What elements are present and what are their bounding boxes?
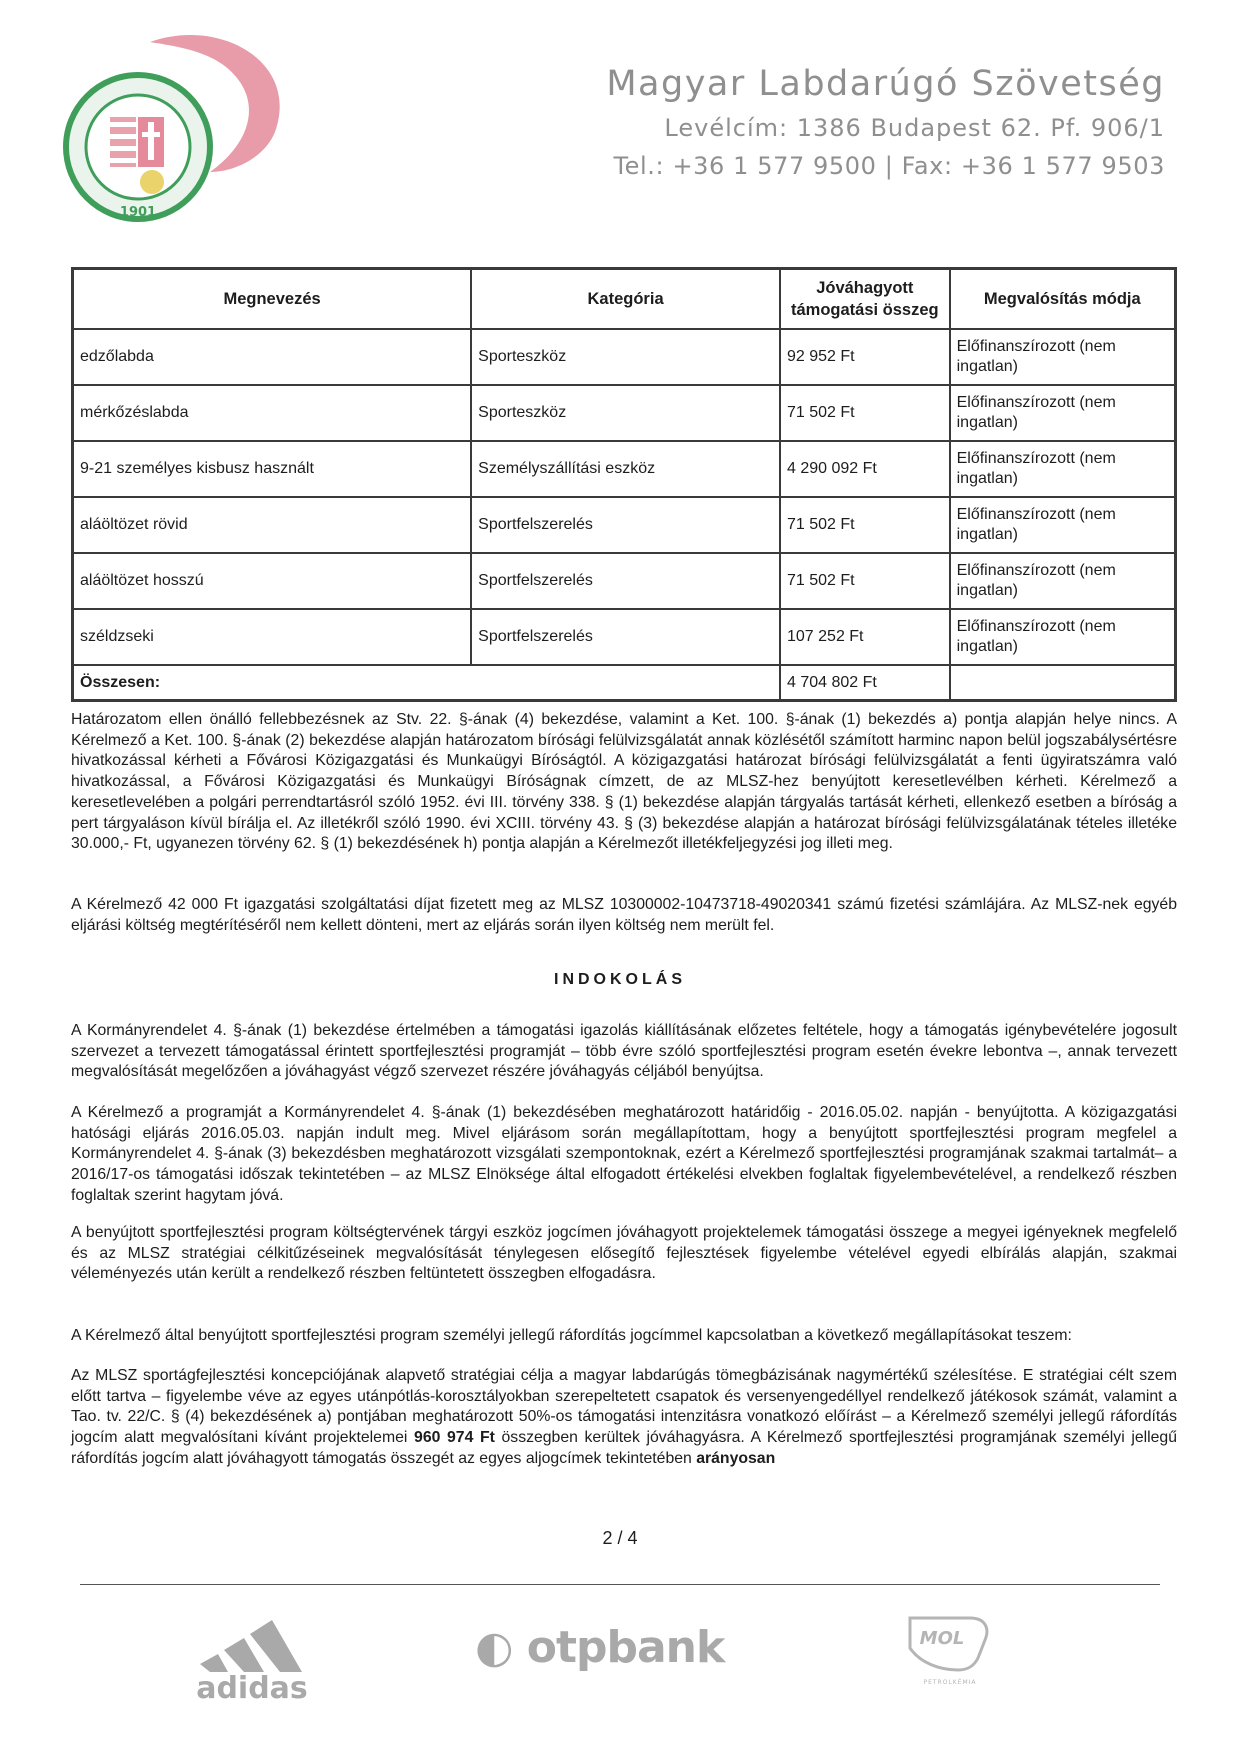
- cell-amount: 71 502 Ft: [780, 385, 950, 441]
- otpbank-wordmark: otpbank: [526, 1622, 725, 1673]
- cell-category: Személyszállítási eszköz: [471, 441, 780, 497]
- cell-category: Sporteszköz: [471, 329, 780, 385]
- reasoning-paragraph-1: A Kormányrendelet 4. §-ának (1) bekezdése értelmében a támogatási igazolás kiállításának előzetes feltétele, hogy a támogatás igénybevételére jogosult szervezet a tervezett támogatással érintett sportfejlesztési programját – több évre szóló sportfejlesztési program esetén évekre lebontva –, annak tervezett megvalósítását megelőzően a jóváhagyást végző szervezet részére jóváhagyás céljából benyújtsa.: [71, 1022, 1177, 1081]
- page-number: 2 / 4: [602, 1528, 638, 1548]
- footer-divider: [80, 1584, 1160, 1585]
- reasoning-paragraph-5: [71, 1366, 1177, 1470]
- reasoning-paragraph-2: A Kérelmező a programját a Kormányrendelet 4. §-ának (1) bekezdésében meghatározott határidőig - 2016.05.02. napján - benyújtotta. A közigazgatási hatósági eljárás 2016.05.03. napján indult meg. Mivel eljárásom során megállapítottam, hogy a benyújtott sportfejlesztési program megfelel a Kormányrendelet 4. §-ának (3) bekezdésben meghatározott vizsgálati szempontoknak, ezért a Kérelmező sportfejlesztési programjának szakmai tartalmát– a 2016/17-os támogatási időszak tekintetében – az MLSZ Elnöksége által elfogadott értékelési elvekben foglaltak figyelembevételével, a rendelkező részben foglaltak szerint hagytam jóvá.: [71, 1104, 1177, 1204]
- total-amount: 4 704 802 Ft: [780, 665, 950, 700]
- cell-mode: Előfinanszírozott (nem ingatlan): [950, 553, 1175, 609]
- table-row: [73, 609, 1175, 665]
- approved-amount: 960 974 Ft: [414, 1429, 495, 1447]
- cell-amount: 71 502 Ft: [780, 497, 950, 553]
- reasoning-paragraph-4: A Kérelmező által benyújtott sportfejlesztési program személyi jellegű ráfordítás jogcímmel kapcsolatban a következő megállapításokat teszem:: [71, 1327, 1072, 1344]
- mlsz-logo: [60, 22, 300, 232]
- adidas-logo: [190, 1612, 320, 1702]
- paragraph-text: összegben kerültek jóváhagyásra. A Kérelmező sportfejlesztési programjának személyi jellegű ráfordítás jogcím alatt jóváhagyott támogatás összegét az egyes aljogcímek tekintetében: [71, 1429, 1177, 1467]
- column-header-name: Megnevezés: [73, 269, 471, 329]
- cell-name: edzőlabda: [73, 329, 471, 385]
- cell-name: széldzseki: [73, 609, 471, 665]
- cell-mode: Előfinanszírozott (nem ingatlan): [950, 329, 1175, 385]
- total-empty-cell: [950, 665, 1175, 700]
- column-header-mode: Megvalósítás módja: [950, 269, 1175, 329]
- mol-subtitle: PETROLKÉMIA: [923, 1679, 977, 1686]
- cell-amount: 92 952 Ft: [780, 329, 950, 385]
- cell-name: 9-21 személyes kisbusz használt: [73, 441, 471, 497]
- column-header-category: Kategória: [471, 269, 780, 329]
- otp-swirl-icon: ◐: [475, 1622, 513, 1673]
- cell-mode: Előfinanszírozott (nem ingatlan): [950, 497, 1175, 553]
- postal-address: Levélcím: 1386 Budapest 62. Pf. 906/1: [664, 114, 1165, 142]
- table-row: [73, 329, 1175, 385]
- letterhead: [606, 64, 1165, 180]
- cell-amount: 71 502 Ft: [780, 553, 950, 609]
- cell-mode: Előfinanszírozott (nem ingatlan): [950, 441, 1175, 497]
- table-row: [73, 497, 1175, 553]
- cell-mode: Előfinanszírozott (nem ingatlan): [950, 385, 1175, 441]
- paragraph-text: Az MLSZ sportágfejlesztési koncepciójának alapvető stratégiai célja a magyar labdarúgás tömegbázisának nagymértékű szélesítése. E stratégiai célt szem előtt tartva – figyelembe véve az egyes utánpótlás-korosztályokban szerepeltetett csapatok és versenyengedéllyel rendelkező játékosok számát, valamint a Tao. tv. 22/C. § (4) bekezdésének a) pontjában meghatározott 50%-os támogatási intenzitásra vonatkozó előírást – a Kérelmező személyi jellegű ráfordítás jogcím alatt megvalósítani kívánt projektelemei: [71, 1367, 1177, 1447]
- contact-numbers: Tel.: +36 1 577 9500 | Fax: +36 1 577 9503: [613, 152, 1165, 180]
- cell-name: aláöltözet rövid: [73, 497, 471, 553]
- cell-category: Sportfelszerelés: [471, 497, 780, 553]
- logo-year: 1901: [119, 205, 157, 220]
- approved-items-table: [71, 267, 1177, 702]
- cell-category: Sporteszköz: [471, 385, 780, 441]
- reasoning-paragraph-3: A benyújtott sportfejlesztési program költségtervének tárgyi eszköz jogcímen jóváhagyott projektelemek támogatási összege a megyei igényeknek megfelelő és az MLSZ stratégiai célkitűzéseinek megvalósítását ténylegesen elősegítő fejlesztések figyelembe vételével egyedi elbírálás alapján, szakmai véleményezés után került a rendelkező részben feltüntetett összegben elfogadásra.: [71, 1224, 1177, 1283]
- cell-category: Sportfelszerelés: [471, 609, 780, 665]
- cell-name: aláöltözet hosszú: [73, 553, 471, 609]
- column-header-amount: Jóváhagyott támogatási összeg: [780, 269, 950, 329]
- total-label: Összesen:: [73, 665, 780, 700]
- table-row: [73, 385, 1175, 441]
- table-row: [73, 441, 1175, 497]
- cell-mode: Előfinanszírozott (nem ingatlan): [950, 609, 1175, 665]
- cell-amount: 107 252 Ft: [780, 609, 950, 665]
- organization-name: Magyar Labdarúgó Szövetség: [606, 64, 1165, 104]
- cell-name: mérkőzéslabda: [73, 385, 471, 441]
- emphasis-word: arányosan: [696, 1449, 776, 1467]
- cell-amount: 4 290 092 Ft: [780, 441, 950, 497]
- mol-logo: [900, 1608, 1000, 1688]
- appeal-paragraph: Határozatom ellen önálló fellebbezésnek az Stv. 22. §-ának (4) bekezdése, valamint a Ket. 100. §-ának (1) bekezdés a) pontja alapján helye nincs. A Kérelmező a Ket. 100. §-ának (2) bekezdése alapján határozatom bírósági felülvizsgálatát annak közlésétől számított harminc napon belül jogszabálysértésre hivatkozással kérheti a Fővárosi Közigazgatási és Munkaügyi Bíróságtól. A közigazgatási határozat bírósági felülvizsgálatát a fenti ügyiratszámra való hivatkozással, a Fővárosi Közigazgatási és Munkaügyi Bíróságnak címzett, de az MLSZ-hez benyújtott keresetlevélben kérheti. Kérelmező a keresetlevelében a polgári perrendtartásról szóló 1952. évi III. törvény 338. § (1) bekezdése alapján tárgyalás tartását kérheti, ellenkező esetben a bíróság a pert tárgyaláson kívül bírálja el. Az illetékről szóló 1990. évi XCIII. törvény 43. § (3) bekezdése alapján a határozat bírósági felülvizsgálatának tételes illetéke 30.000,- Ft, ugyanezen törvény 62. § (1) bekezdésének h) pontja alapján a Kérelmezőt illetékfeljegyzési jog illeti meg.: [71, 711, 1177, 853]
- table-header-row: [73, 269, 1175, 329]
- otpbank-logo: [475, 1622, 724, 1673]
- cell-category: Sportfelszerelés: [471, 553, 780, 609]
- fee-paragraph: A Kérelmező 42 000 Ft igazgatási szolgáltatási díjat fizetett meg az MLSZ 10300002-10473718-49020341 számú fizetési számlájára. Az MLSZ-nek egyéb eljárási költség megtérítéséről nem kellett dönteni, mert az eljárás során ilyen költség nem merült fel.: [71, 896, 1177, 934]
- table-total-row: [73, 665, 1175, 700]
- adidas-wordmark: adidas: [196, 1671, 308, 1702]
- mol-wordmark: MOL: [919, 1628, 965, 1649]
- section-heading: INDOKOLÁS: [554, 971, 686, 988]
- table-row: [73, 553, 1175, 609]
